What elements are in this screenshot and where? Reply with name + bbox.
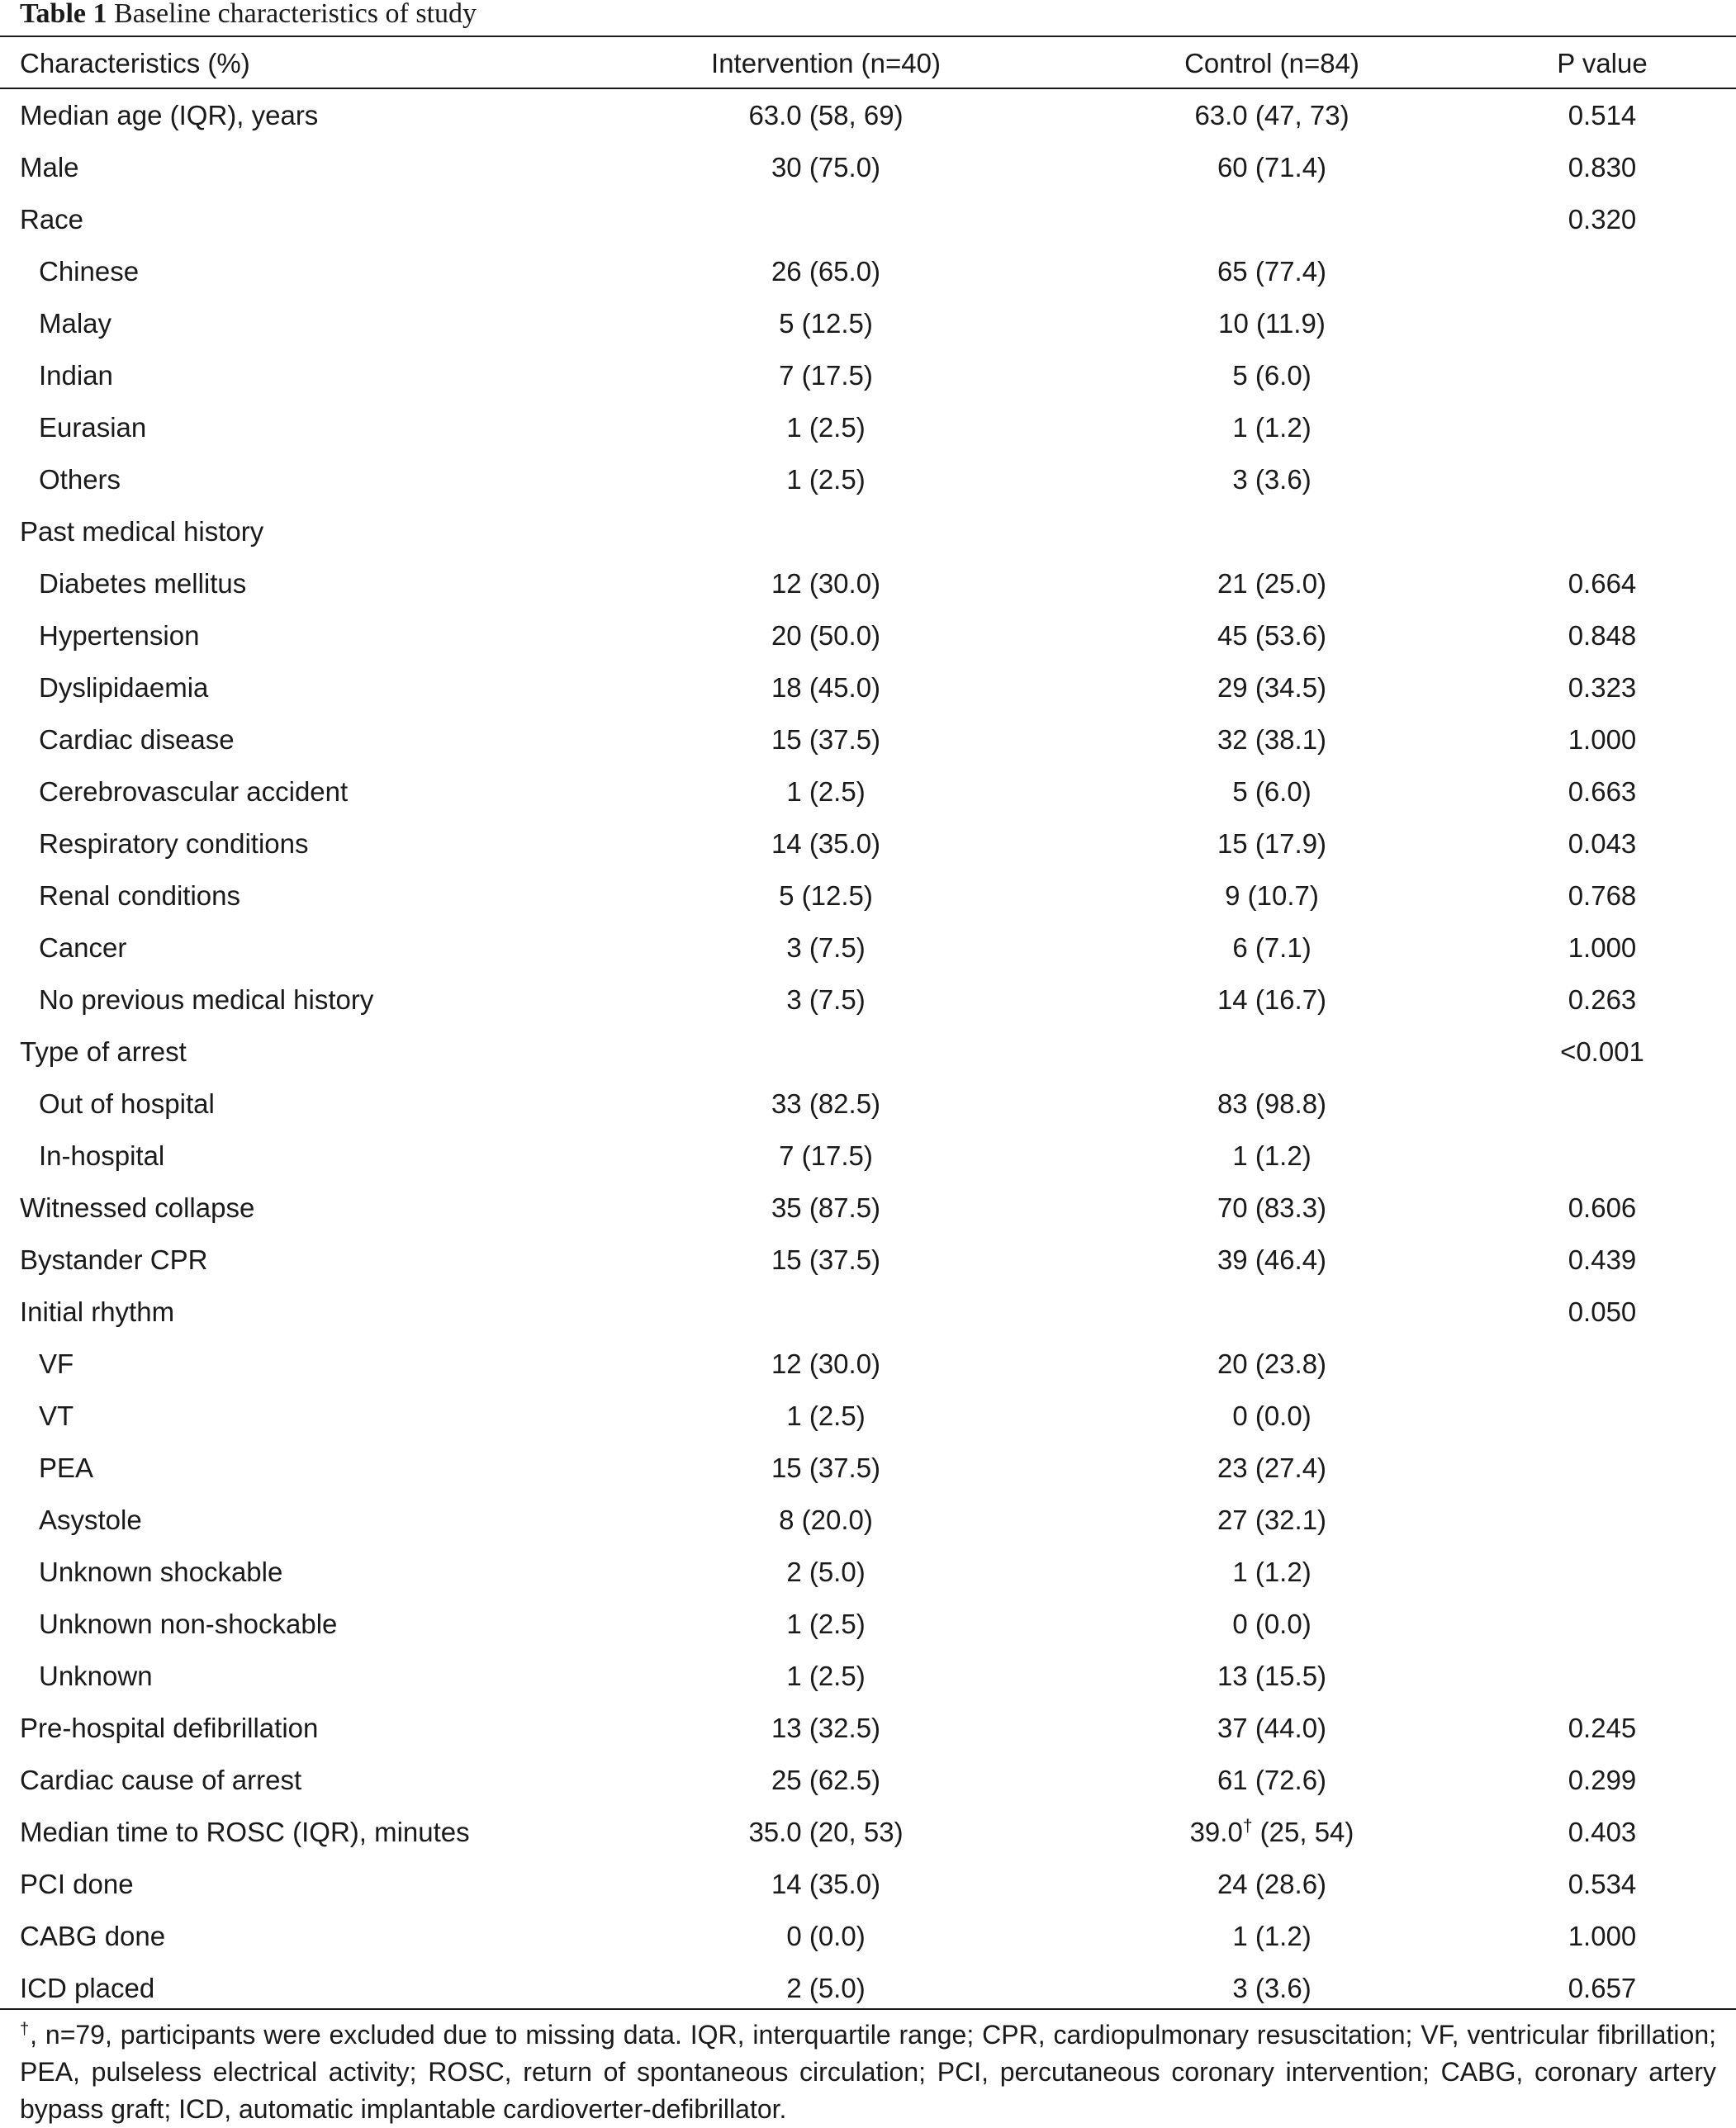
table-row (0, 349, 1736, 401)
control-value: 3 (3.6) (1232, 464, 1311, 495)
p-value: 1.000 (1568, 932, 1637, 963)
p-value (1499, 1546, 1705, 1598)
intervention-value: 15 (37.5) (771, 1453, 881, 1483)
intervention-value: 35 (87.5) (771, 1192, 881, 1223)
intervention-value: 25 (62.5) (771, 1765, 881, 1795)
p-value: 0.245 (1568, 1713, 1637, 1743)
intervention-value: 1 (2.5) (786, 1661, 866, 1691)
intervention-value: 63.0 (58, 69) (748, 100, 904, 130)
header-p-value: P value (1557, 48, 1648, 78)
footnote-text: , n=79, participants were excluded due to missing data. IQR, interquartile range; CPR, cardiopulmonary resuscitation; VF, ventricular fibrillation; PEA, pulseless electrical activity; ROSC, return of spontaneous circulation; PCI, percutaneous coronary intervention; CABG, coronary artery bypass graft; ICD, automatic implantable cardioverter-defibrillator. (20, 2020, 1717, 2124)
control-value (1148, 1286, 1396, 1338)
intervention-value: 13 (32.5) (771, 1713, 881, 1743)
intervention-value: 33 (82.5) (771, 1088, 881, 1119)
control-value: 0 (0.0) (1232, 1609, 1311, 1639)
table-row (0, 1650, 1736, 1702)
table-row (0, 245, 1736, 297)
intervention-value: 2 (5.0) (786, 1973, 866, 2003)
row-label: Cardiac disease (39, 724, 235, 755)
table-row (0, 1390, 1736, 1442)
row-label: PCI done (20, 1869, 134, 1899)
intervention-value (702, 1286, 950, 1338)
control-value: 6 (7.1) (1232, 932, 1311, 963)
row-label: Median age (IQR), years (20, 100, 319, 130)
control-value: 3 (3.6) (1232, 1973, 1311, 2003)
intervention-value: 1 (2.5) (786, 412, 866, 443)
p-value: 0.050 (1568, 1296, 1637, 1327)
table-row (0, 453, 1736, 505)
header-control: Control (n=84) (1184, 48, 1359, 78)
row-label: Unknown shockable (39, 1557, 283, 1587)
control-value: 24 (28.6) (1217, 1869, 1327, 1899)
table-row (0, 1286, 1736, 1338)
control-value: 13 (15.5) (1217, 1661, 1327, 1691)
table-row (0, 297, 1736, 349)
table-row (0, 661, 1736, 713)
row-label: Witnessed collapse (20, 1192, 255, 1223)
control-value: 14 (16.7) (1217, 984, 1327, 1015)
p-value: 0.299 (1568, 1765, 1637, 1795)
table-row (0, 1962, 1736, 2014)
intervention-value: 18 (45.0) (771, 672, 881, 703)
intervention-value: 7 (17.5) (779, 1140, 873, 1171)
intervention-value: 0 (0.0) (786, 1921, 866, 1951)
intervention-value: 2 (5.0) (786, 1557, 866, 1587)
control-value: 60 (71.4) (1217, 152, 1327, 182)
control-value: 61 (72.6) (1217, 1765, 1327, 1795)
p-value (1499, 1494, 1705, 1546)
table-caption (20, 0, 477, 31)
control-value: 27 (32.1) (1217, 1505, 1327, 1535)
control-value: 39 (46.4) (1217, 1244, 1327, 1275)
control-value: 0 (0.0) (1232, 1400, 1311, 1431)
table-row (0, 193, 1736, 245)
control-value: 63.0 (47, 73) (1194, 100, 1349, 130)
intervention-value: 1 (2.5) (786, 776, 866, 807)
control-value: 15 (17.9) (1217, 828, 1327, 859)
p-value: <0.001 (1560, 1036, 1644, 1067)
p-value: 0.514 (1568, 100, 1637, 130)
intervention-value: 12 (30.0) (771, 1348, 881, 1379)
control-value: 83 (98.8) (1217, 1088, 1327, 1119)
control-value: 65 (77.4) (1217, 256, 1327, 287)
p-value (1499, 401, 1705, 453)
row-label: ICD placed (20, 1973, 155, 2003)
row-label: Asystole (39, 1505, 142, 1535)
p-value: 0.848 (1568, 620, 1637, 651)
row-label: Dyslipidaemia (39, 672, 209, 703)
control-value-base: 39.0 (1189, 1817, 1243, 1847)
row-label: Bystander CPR (20, 1244, 208, 1275)
table-row (0, 1858, 1736, 1910)
p-value: 0.439 (1568, 1244, 1637, 1275)
table-row (0, 1338, 1736, 1390)
intervention-value (702, 505, 950, 557)
control-value: 1 (1.2) (1232, 1921, 1311, 1951)
control-value: 45 (53.6) (1217, 620, 1327, 651)
table-row (0, 89, 1736, 141)
intervention-value: 12 (30.0) (771, 568, 881, 599)
intervention-value (702, 1026, 950, 1078)
p-value (1499, 453, 1705, 505)
table-row (0, 1546, 1736, 1598)
p-value: 1.000 (1568, 724, 1637, 755)
p-value: 0.663 (1568, 776, 1637, 807)
p-value: 0.534 (1568, 1869, 1637, 1899)
intervention-value: 8 (20.0) (779, 1505, 873, 1535)
footnote-dagger: † (20, 2020, 31, 2039)
table-row (0, 1130, 1736, 1182)
table-row (0, 1598, 1736, 1650)
table-row (0, 1494, 1736, 1546)
row-label: Malay (39, 308, 112, 339)
table-row (0, 505, 1736, 557)
p-value (1499, 1338, 1705, 1390)
intervention-value: 1 (2.5) (786, 464, 866, 495)
control-value: 1 (1.2) (1232, 1557, 1311, 1587)
table-footnote (20, 2017, 1716, 2128)
row-label: In-hospital (39, 1140, 165, 1171)
row-label: Initial rhythm (20, 1296, 175, 1327)
p-value: 0.323 (1568, 672, 1637, 703)
intervention-value: 20 (50.0) (771, 620, 881, 651)
row-label: Type of arrest (20, 1036, 187, 1067)
control-value: 1 (1.2) (1232, 412, 1311, 443)
p-value (1499, 245, 1705, 297)
control-value: 70 (83.3) (1217, 1192, 1327, 1223)
table-row (0, 141, 1736, 193)
table-row (0, 1754, 1736, 1806)
table-row (0, 870, 1736, 922)
table-row (0, 1806, 1736, 1858)
intervention-value: 15 (37.5) (771, 724, 881, 755)
control-value: 37 (44.0) (1217, 1713, 1327, 1743)
row-label: Out of hospital (39, 1088, 215, 1119)
row-label: Hypertension (39, 620, 200, 651)
table-row (0, 1182, 1736, 1234)
control-value (1148, 1026, 1396, 1078)
header-characteristics: Characteristics (%) (20, 48, 250, 78)
intervention-value: 1 (2.5) (786, 1400, 866, 1431)
row-label: Unknown non-shockable (39, 1609, 338, 1639)
row-label: Unknown (39, 1661, 153, 1691)
control-value-suffix: (25, 54) (1252, 1817, 1354, 1847)
p-value (1499, 1078, 1705, 1130)
intervention-value: 30 (75.0) (771, 152, 881, 182)
control-value (1148, 1806, 1396, 1858)
row-label: Indian (39, 360, 113, 391)
row-label: Median time to ROSC (IQR), minutes (20, 1817, 470, 1847)
table-row (0, 609, 1736, 661)
intervention-value (702, 193, 950, 245)
intervention-value: 14 (35.0) (771, 828, 881, 859)
intervention-value: 35.0 (20, 53) (748, 1817, 904, 1847)
table-title: Baseline characteristics of study (114, 0, 477, 29)
intervention-value: 26 (65.0) (771, 256, 881, 287)
p-value (1499, 1442, 1705, 1494)
row-label: CABG done (20, 1921, 166, 1951)
p-value: 0.830 (1568, 152, 1637, 182)
table-row (0, 557, 1736, 609)
intervention-value: 5 (12.5) (779, 880, 873, 911)
control-value: 29 (34.5) (1217, 672, 1327, 703)
table-row (0, 1078, 1736, 1130)
table-row (0, 974, 1736, 1026)
table-row (0, 922, 1736, 974)
row-label: Cerebrovascular accident (39, 776, 349, 807)
control-value: 1 (1.2) (1232, 1140, 1311, 1171)
table-row (0, 401, 1736, 453)
p-value: 0.768 (1568, 880, 1637, 911)
row-label: Respiratory conditions (39, 828, 309, 859)
intervention-value: 7 (17.5) (779, 360, 873, 391)
row-label: Chinese (39, 256, 140, 287)
header-intervention: Intervention (n=40) (711, 48, 941, 78)
p-value (1499, 505, 1705, 557)
intervention-value: 15 (37.5) (771, 1244, 881, 1275)
intervention-value: 5 (12.5) (779, 308, 873, 339)
table-row (0, 713, 1736, 765)
row-label: Cardiac cause of arrest (20, 1765, 302, 1795)
control-value: 10 (11.9) (1218, 308, 1326, 339)
row-label: VF (39, 1348, 74, 1379)
intervention-value: 3 (7.5) (786, 932, 866, 963)
p-value: 0.606 (1568, 1192, 1637, 1223)
row-label: VT (39, 1400, 74, 1431)
row-label: Others (39, 464, 121, 495)
p-value: 0.043 (1568, 828, 1637, 859)
table-row (0, 1234, 1736, 1286)
p-value (1499, 1130, 1705, 1182)
table-row (0, 765, 1736, 818)
dagger-marker: † (1242, 1817, 1253, 1836)
table-row (0, 1910, 1736, 1962)
table-row (0, 1026, 1736, 1078)
table-row (0, 1442, 1736, 1494)
p-value: 0.403 (1568, 1817, 1637, 1847)
control-value: 20 (23.8) (1217, 1348, 1327, 1379)
table-number: Table 1 (20, 0, 107, 29)
control-value: 9 (10.7) (1225, 880, 1319, 911)
intervention-value: 1 (2.5) (786, 1609, 866, 1639)
row-label: Male (20, 152, 79, 182)
intervention-value: 3 (7.5) (786, 984, 866, 1015)
control-value: 21 (25.0) (1217, 568, 1327, 599)
intervention-value: 14 (35.0) (771, 1869, 881, 1899)
bottom-rule (0, 2008, 1736, 2010)
control-value: 32 (38.1) (1217, 724, 1327, 755)
control-value (1148, 505, 1396, 557)
control-value (1148, 193, 1396, 245)
control-value: 23 (27.4) (1217, 1453, 1327, 1483)
row-label: Eurasian (39, 412, 147, 443)
p-value: 0.657 (1568, 1973, 1637, 2003)
table-header-row (0, 37, 1736, 89)
p-value (1499, 1390, 1705, 1442)
row-label: Renal conditions (39, 880, 240, 911)
p-value: 0.664 (1568, 568, 1637, 599)
control-value: 5 (6.0) (1232, 776, 1311, 807)
row-label: Cancer (39, 932, 127, 963)
row-label: Race (20, 204, 84, 235)
control-value: 5 (6.0) (1232, 360, 1311, 391)
p-value: 0.320 (1568, 204, 1637, 235)
row-label: Pre-hospital defibrillation (20, 1713, 319, 1743)
p-value: 0.263 (1568, 984, 1637, 1015)
row-label: PEA (39, 1453, 94, 1483)
p-value (1499, 297, 1705, 349)
row-label: Diabetes mellitus (39, 568, 247, 599)
p-value (1499, 1650, 1705, 1702)
row-label: Past medical history (20, 516, 264, 547)
p-value (1499, 349, 1705, 401)
table-row (0, 818, 1736, 870)
table-row (0, 1702, 1736, 1754)
p-value: 1.000 (1568, 1921, 1637, 1951)
p-value (1499, 1598, 1705, 1650)
row-label: No previous medical history (39, 984, 374, 1015)
